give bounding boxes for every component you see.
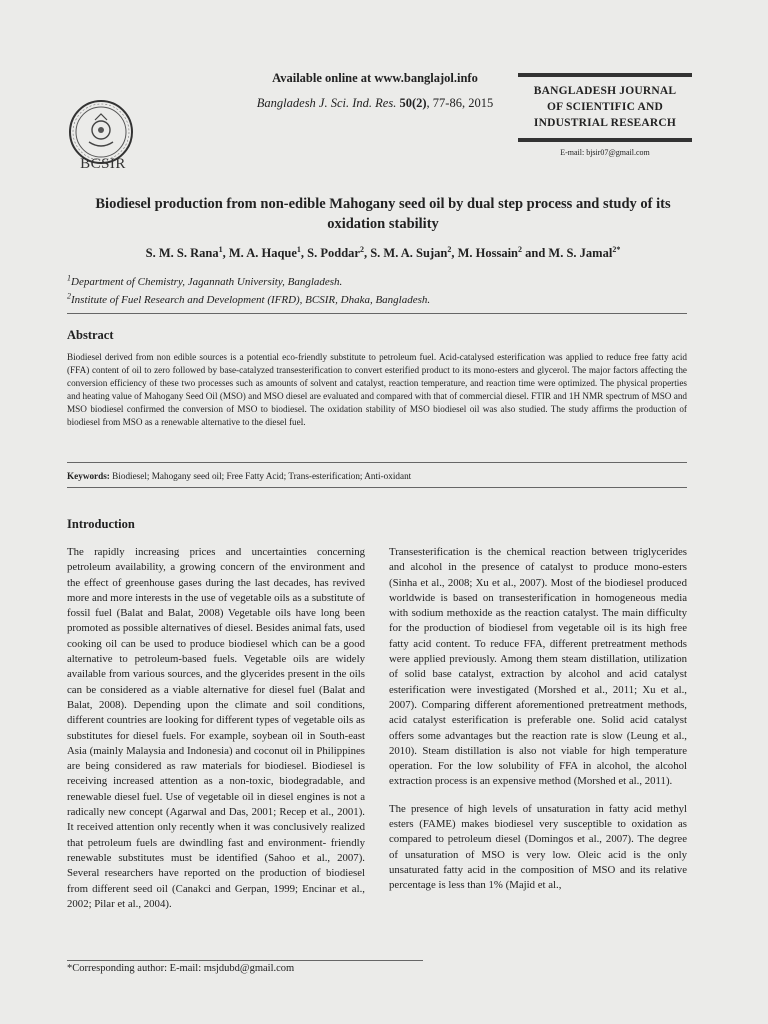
affiliation-sup: 1 xyxy=(67,273,71,283)
author-list xyxy=(70,246,696,261)
journal-box-rule-bottom xyxy=(518,138,692,142)
volume-issue: 50(2) xyxy=(399,96,427,110)
journal-email: E-mail: bjsir07@gmail.com xyxy=(560,148,650,157)
right-column xyxy=(389,545,687,906)
pages-year: , 77-86, 2015 xyxy=(426,96,494,110)
affiliation-text: Department of Chemistry, Jagannath University, Bangladesh. xyxy=(71,276,343,288)
author-name: M. Hossain xyxy=(457,246,519,260)
footnote-rule xyxy=(67,960,423,961)
author-sup: 2 xyxy=(447,244,452,254)
author-sup: 2 xyxy=(518,244,523,254)
affiliation-text: Institute of Fuel Research and Development (IFRD), BCSIR, Dhaka, Bangladesh. xyxy=(71,294,431,306)
paragraph: The rapidly increasing prices and uncertainties concerning petroleum availability, a growing concern of the environment and the effect of greenhouse gases during the last decades, has revived more and more interests in the use of vegetable oils as a substitute of fossil fuel (Balat and Balat, 2008) Vegetable oils have long been promoted as possible alternatives of diesel. Besides animal fats, used cooking oil can be used to produce biodiesel which can be a good alternative to petroleum-based fuels. Vegetable oils are widely available from various sources, and the glycerides present in the oils can be considered as a viable alternative for diesel fuel (Balat and Balat, 2008). Depending upon the climate and soil conditions, different countries are looking for different types of vegetable oils as substitutes for diesel fuels. For example, soybean oil in South-east Asia (mainly Malaysia and Indonesia) and coconut oil in Philippines are being considered as raw materials for biodiesel. Biodiesel is receiving increased attention as a non-toxic, biodegradable, and renewable diesel fuel. Use of vegetable oil in diesel engines is not a radically new concept (Agarwal and Das, 2001; Recep et al., 2001). It received attention only recently when it was conclusively realized that petroleum fuels are dwindling fast and environment- friendly renewable substitutes must be identified (Sahoo et al., 2007). Several researchers have reported on the production of biodiesel from different seed oil (Canakci and Gerpan, 1999; Encinar et al., 2002; Pilar et al., 2004). xyxy=(67,546,365,910)
affiliation-1 xyxy=(67,273,687,288)
journal-reference xyxy=(220,96,530,111)
divider xyxy=(67,462,687,463)
author-sep: , xyxy=(222,246,229,260)
keywords-label: Keywords: xyxy=(67,471,110,481)
author-name: M. S. Jamal xyxy=(548,246,613,260)
corresponding-author-footnote: *Corresponding author: E-mail: msjdubd@gmail.com xyxy=(67,963,295,974)
author-sup: 2* xyxy=(612,244,621,254)
author-sep: , xyxy=(363,246,371,260)
affiliation-sup: 2 xyxy=(67,291,71,301)
author-name: S. M. S. Rana xyxy=(145,246,219,260)
author-name: S. M. A. Sujan xyxy=(370,246,448,260)
author-sup: 1 xyxy=(296,244,301,254)
journal-name-line: OF SCIENTIFIC AND xyxy=(546,101,664,113)
bcsir-label: BCSIR xyxy=(80,156,126,172)
divider xyxy=(67,487,687,488)
author-name: S. Poddar xyxy=(307,246,360,260)
journal-abbrev: Bangladesh J. Sci. Ind. Res. xyxy=(256,96,397,110)
divider xyxy=(67,313,687,314)
journal-name-box xyxy=(518,73,692,142)
paper-title: Biodiesel production from non-edible Mahogany seed oil by dual step process and study of its oxidation stability xyxy=(95,196,671,232)
author-name: M. A. Haque xyxy=(228,246,297,260)
author-sup: 2 xyxy=(359,244,364,254)
paragraph: The presence of high levels of unsaturation in fatty acid methyl esters (FAME) makes biodiesel very susceptible to oxidation as compared to petroleum diesel (Domingos et al., 2007). The degree of unsaturation of MSO is very low. Oleic acid is the only unsaturated fatty acid in the composition of MSO and its relative percentage is less than 1% (Majid et al., xyxy=(389,802,687,892)
keywords-text: Biodiesel; Mahogany seed oil; Free Fatty Acid; Trans-esterification; Anti-oxidant xyxy=(109,471,412,481)
journal-name-line: INDUSTRIAL RESEARCH xyxy=(533,117,677,129)
author-sep: , xyxy=(300,246,308,260)
introduction-heading: Introduction xyxy=(67,517,135,531)
journal-name-line: BANGLADESH JOURNAL xyxy=(533,85,677,97)
left-column xyxy=(67,545,365,924)
author-sup: 1 xyxy=(218,244,223,254)
abstract-heading: Abstract xyxy=(67,328,114,342)
author-sep: , xyxy=(451,246,458,260)
journal-name xyxy=(518,77,692,138)
keywords xyxy=(67,471,687,481)
abstract-text: Biodiesel derived from non edible sources is a potential eco-friendly substitute to petroleum fuel. Acid-catalysed esterification was applied to reduce free fatty acid (FFA) content of oil to zero followed by base-catalyzed transesterification to convert esterified product to its mono-esters and glycerol. The major factors affecting the conversion efficiency of these two processes such as amounts of solvent and catalyst, reaction temperature, and reaction time were optimized. The physical properties and heating value of Mahogany Seed Oil (MSO) and MSO diesel are evaluated and compared with that of commercial diesel. FTIR and 1H NMR spectrum of MSO and MSO biodiesel confirmed the conversion of MSO to biodiesel. The oxidation stability of MSO biodiesel oil was also studied. The study affirms the production of biodiesel from MSO as a renewable alternative to the diesel fuel. xyxy=(67,352,688,428)
affiliation-2 xyxy=(67,291,687,306)
available-online-text: Available online at www.banglajol.info xyxy=(272,71,478,85)
paragraph: Transesterification is the chemical reaction between triglycerides and alcohol in the presence of catalyst to produce mono-esters (Sinha et al., 2008; Xu et al., 2007). Most of the biodiesel produced worldwide is based on transesterification in homogeneous media with sodium methoxide as the reaction catalyst. The main difficulty for the production of biodiesel from vegetable oil is its high free fatty acid content. To reduce FFA, different pretreatment methods were applied previously. Among them steam distillation, utilization of solid base catalyst, extraction by alcohol and acid catalyst esterification were investigated (Morshed et al., 2011; Xu et al., 2007). Comparing different aforementioned pretreatment methods, acid catalyst esterification is preferable one. Solid acid catalyst offers some advantages but the reaction rate is slow (Leung et al., 2010). Steam distillation is also not viable for high temperature operation. For the low solubility of FFA in alcohol, the alcohol extraction process is an expensive method (Morshed et al., 2011). xyxy=(389,546,687,788)
author-sep: and xyxy=(522,246,549,260)
